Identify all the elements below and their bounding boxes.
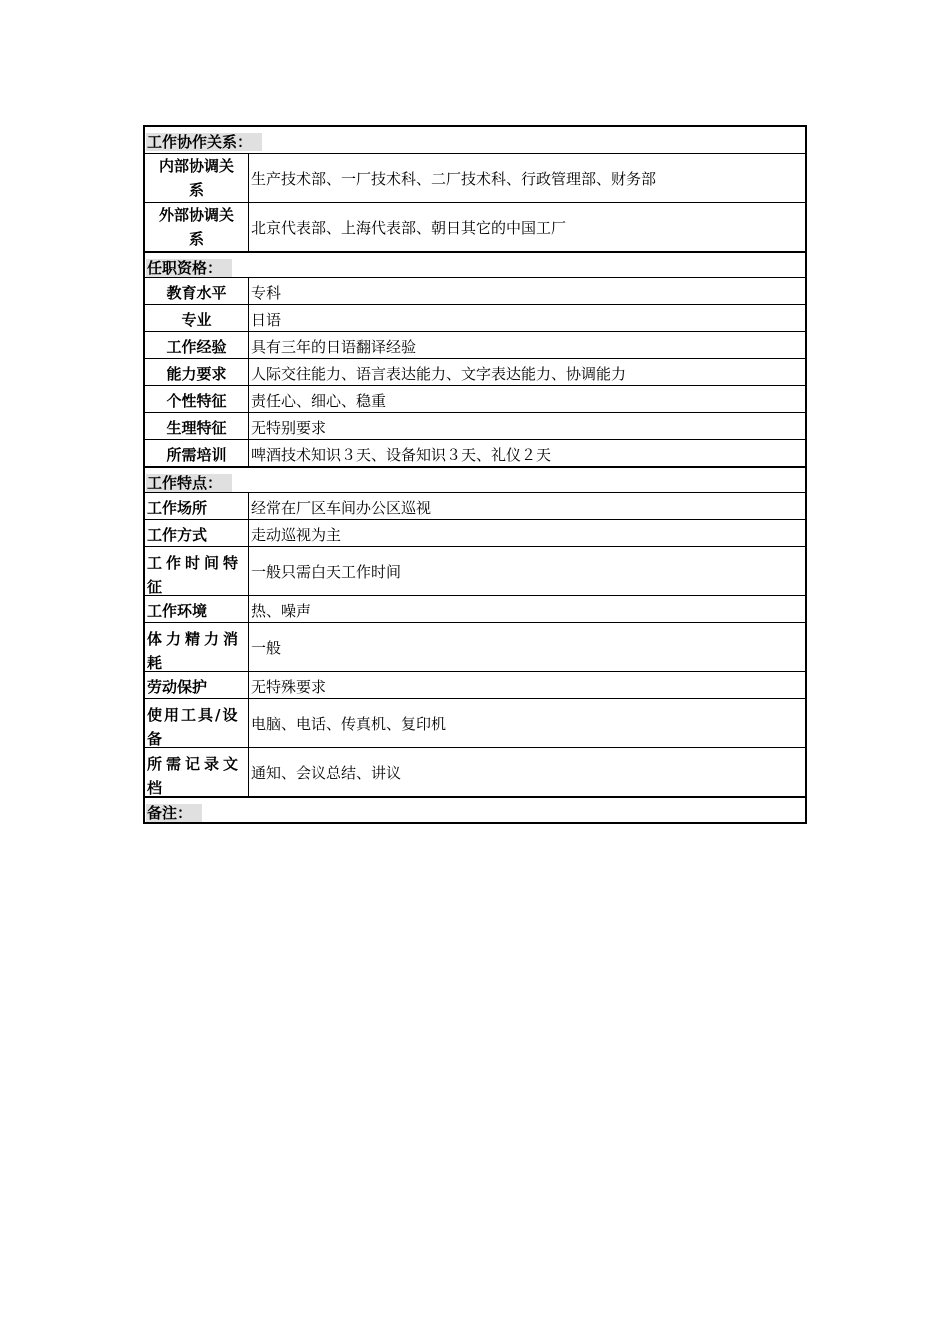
section-title: 任职资格：: [146, 259, 232, 277]
table-row: [145, 519, 805, 546]
table-row: [145, 492, 805, 519]
row-label: 所需记录文档: [145, 748, 249, 796]
row-value: 责任心、细心、稳重: [251, 392, 387, 410]
table-row: [145, 277, 805, 304]
row-value: 经常在厂区车间办公区巡视: [251, 499, 432, 517]
row-label: 内部协调关系: [145, 154, 249, 202]
row-label: 专业: [145, 305, 249, 331]
table-row: [145, 439, 805, 466]
row-value: 专科: [251, 284, 282, 302]
row-value: 生产技术部、一厂技术科、二厂技术科、行政管理部、财务部: [251, 169, 657, 188]
table-row: [145, 622, 805, 671]
table-row: [145, 546, 805, 595]
row-label: 生理特征: [145, 413, 249, 439]
row-value: 无特别要求: [251, 419, 327, 437]
row-value: 啤酒技术知识３天、设备知识３天、礼仪２天: [251, 446, 552, 464]
row-value: 走动巡视为主: [251, 526, 342, 544]
section-header-collab: [145, 127, 805, 153]
table-row: [145, 153, 805, 202]
section-title: 工作特点：: [146, 474, 232, 492]
row-label: 工作场所: [145, 493, 249, 519]
table-row: [145, 747, 805, 796]
row-value: 人际交往能力、语言表达能力、文字表达能力、协调能力: [251, 365, 627, 383]
table-row: [145, 595, 805, 622]
section-header-features: [145, 466, 805, 492]
row-label: 工作时间特征: [145, 547, 249, 595]
row-label: 所需培训: [145, 440, 249, 466]
section-header-notes: [145, 796, 805, 822]
row-label: 工作经验: [145, 332, 249, 358]
row-value: 通知、会议总结、讲议: [251, 763, 402, 782]
row-label: 劳动保护: [145, 672, 249, 698]
row-label: 能力要求: [145, 359, 249, 385]
row-value: 热、噪声: [251, 602, 312, 620]
row-label: 体力精力消耗: [145, 623, 249, 671]
section-header-qualification: [145, 251, 805, 277]
section-title: 备注：: [146, 804, 202, 822]
row-label: 工作方式: [145, 520, 249, 546]
table-row: [145, 304, 805, 331]
table-row: [145, 358, 805, 385]
row-value: 无特殊要求: [251, 678, 327, 696]
table-row: [145, 671, 805, 698]
row-value: 北京代表部、上海代表部、朝日其它的中国工厂: [251, 218, 567, 237]
table-row: [145, 331, 805, 358]
row-value: 一般: [251, 638, 282, 657]
table-row: [145, 202, 805, 251]
row-value: 一般只需白天工作时间: [251, 562, 402, 581]
section-title: 工作协作关系：: [146, 133, 262, 151]
row-value: 日语: [251, 311, 282, 329]
row-label: 外部协调关系: [145, 203, 249, 251]
row-label: 工作环境: [145, 596, 249, 622]
table-row: [145, 698, 805, 747]
row-value: 具有三年的日语翻译经验: [251, 338, 417, 356]
row-label: 使用工具/设备: [145, 699, 249, 747]
job-description-table: [143, 125, 807, 824]
table-row: [145, 385, 805, 412]
table-row: [145, 412, 805, 439]
row-value: 电脑、电话、传真机、复印机: [251, 714, 447, 733]
row-label: 教育水平: [145, 278, 249, 304]
row-label: 个性特征: [145, 386, 249, 412]
